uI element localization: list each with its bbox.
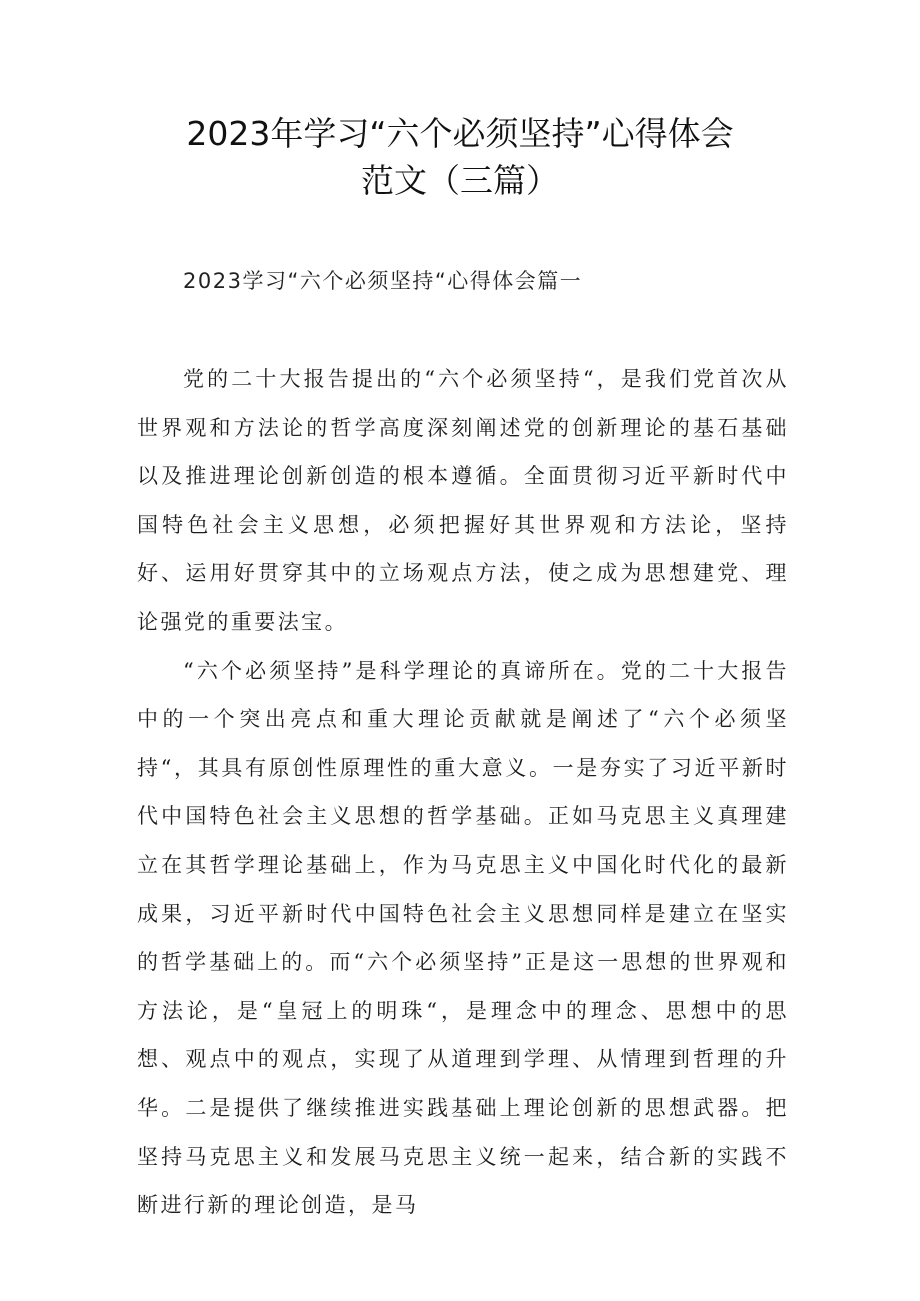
section-heading: 2023学习“六个必须坚持“心得体会篇一: [183, 269, 583, 293]
paragraph-1: 党的二十大报告提出的“六个必须坚持“，是我们党首次从世界观和方法论的哲学高度深刻阐述党的创新理论的基石基础以及推进理论创新创造的根本遵循。全面贯彻习近平新时代中国特色社会主义思想，必须把握好其世界观和方法论，坚持好、运用好贯穿其中的立场观点方法，使之成为思想建党、理论强党的重要法宝。: [137, 367, 789, 634]
paragraph-2: “六个必须坚持”是科学理论的真谛所在。党的二十大报告中的一个突出亮点和重大理论贡献就是阐述了“六个必须坚持“，其具有原创性原理性的重大意义。一是夯实了习近平新时代中国特色社会主义思想的哲学基础。正如马克思主义真理建立在其哲学理论基础上，作为马克思主义中国化时代化的最新成果，习近平新时代中国特色社会主义思想同样是建立在坚实的哲学基础上的。而“六个必须坚持”正是这一思想的世界观和方法论，是“皇冠上的明珠“，是理念中的理念、思想中的思想、观点中的观点，实现了从道理到学理、从情理到哲理的升华。二是提供了继续推进实践基础上理论创新的思想武器。把坚持马克思主义和发展马克思主义统一起来，结合新的实践不断进行新的理论创造，是马: [137, 658, 789, 1218]
document-title-line1: 2023年学习“六个必须坚持”心得体会: [186, 114, 734, 153]
document-body: [137, 355, 789, 1230]
document-title-line2: 范文（三篇）: [361, 161, 559, 200]
